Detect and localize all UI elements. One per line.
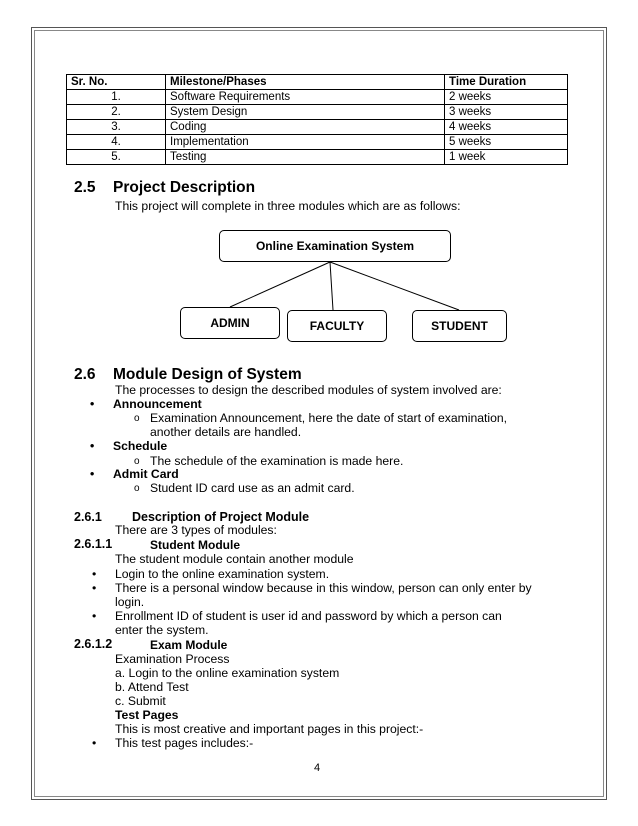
diagram-root-node: Online Examination System: [219, 230, 451, 262]
list-item: • Enrollment ID of student is user id and password by which a person can: [115, 609, 502, 623]
list-item: • Login to the online examination system.: [115, 567, 329, 581]
list-item: • Schedule: [113, 439, 167, 453]
section-text: The processes to design the described modules of system involved are:: [115, 383, 502, 397]
table-header: Milestone/Phases: [166, 75, 445, 90]
section-title: Project Description: [113, 179, 256, 196]
list-item: • Admit Card: [113, 467, 179, 481]
table-cell: 4.: [67, 135, 166, 150]
list-item: • Announcement: [113, 397, 202, 411]
section-text: Examination Process: [115, 652, 230, 666]
section-text: This project will complete in three modules which are as follows:: [115, 199, 461, 213]
table-header: Time Duration: [445, 75, 568, 90]
sub-list-item-cont: another details are handled.: [150, 425, 302, 439]
table-cell: 5.: [67, 150, 166, 165]
table-cell: Software Requirements: [166, 90, 445, 105]
section-number: 2.6.1.2: [74, 637, 113, 651]
section-number: 2.6.1: [74, 510, 102, 524]
section-title: Description of Project Module: [132, 510, 310, 524]
list-item-cont: login.: [115, 595, 145, 609]
diagram-node-admin: ADMIN: [180, 307, 280, 339]
section-number: 2.5: [74, 179, 96, 196]
sub-list-item: o Student ID card use as an admit card.: [150, 481, 355, 495]
table-cell: 1.: [67, 90, 166, 105]
section-number: 2.6.1.1: [74, 537, 113, 551]
table-cell: Testing: [166, 150, 445, 165]
list-item-cont: enter the system.: [115, 623, 209, 637]
sub-list-item: o Examination Announcement, here the date of start of examination,: [150, 411, 507, 425]
diagram-node-faculty: FACULTY: [287, 310, 387, 342]
section-text: The student module contain another module: [115, 552, 354, 566]
table-cell: 2.: [67, 105, 166, 120]
table-cell: 1 week: [445, 150, 568, 165]
table-cell: 3.: [67, 120, 166, 135]
table-cell: 3 weeks: [445, 105, 568, 120]
table-cell: Coding: [166, 120, 445, 135]
list-item: • This test pages includes:-: [115, 736, 253, 750]
table-cell: 5 weeks: [445, 135, 568, 150]
table-cell: 2 weeks: [445, 90, 568, 105]
section-text: There are 3 types of modules:: [115, 523, 277, 537]
list-item: a. Login to the online examination system: [115, 666, 340, 680]
sub-list-item: o The schedule of the examination is made here.: [150, 454, 403, 468]
section-title: Exam Module: [150, 638, 228, 652]
list-item: c. Submit: [115, 694, 166, 708]
section-title: Module Design of System: [113, 366, 302, 383]
section-number: 2.6: [74, 366, 96, 383]
table-cell: System Design: [166, 105, 445, 120]
list-item: b. Attend Test: [115, 680, 189, 694]
diagram-node-student: STUDENT: [412, 310, 507, 342]
section-text: This is most creative and important pages in this project:-: [115, 722, 424, 736]
subheading: Test Pages: [115, 708, 179, 722]
page-number: 4: [314, 762, 321, 774]
table-cell: Implementation: [166, 135, 445, 150]
section-title: Student Module: [150, 538, 240, 552]
table-cell: 4 weeks: [445, 120, 568, 135]
table-header: Sr. No.: [67, 75, 166, 90]
list-item: • There is a personal window because in this window, person can only enter by: [115, 581, 532, 595]
